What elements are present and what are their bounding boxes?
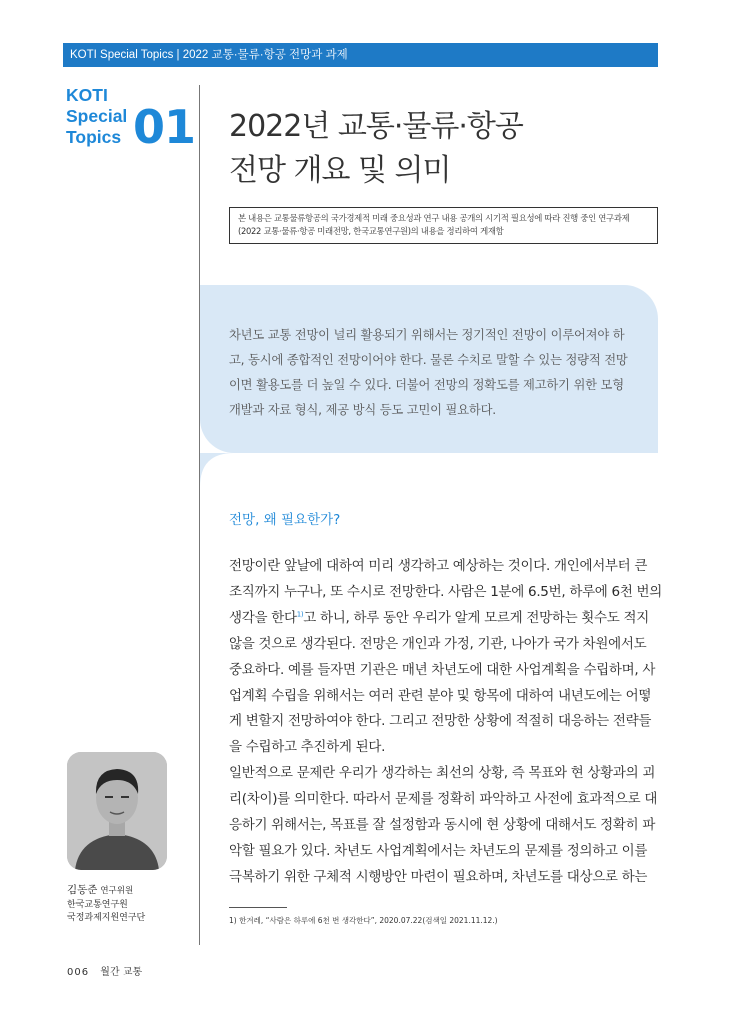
body-line-part: 고 하니, 하루 동안 우리가 알게 모르게 전망하는 횟수도 적지: [303, 609, 649, 626]
footnote: 1) 한겨레, “사람은 하루에 6천 번 생각한다”, 2020.07.22(검색일 2021.11.12.): [229, 916, 498, 925]
author-position: 연구위원: [100, 886, 134, 896]
body-line: 응하기 위해서는, 목표를 잘 설정함과 동시에 현 상황에 대해서도 정확히 파: [229, 817, 656, 834]
page-number: 006: [67, 967, 90, 978]
author-portrait-icon: [67, 752, 167, 870]
header-bar: KOTI Special Topics | 2022 교통·물류·항공 전망과 과제: [63, 43, 658, 67]
series-line: KOTI: [66, 85, 108, 105]
body-line: 전망이란 앞날에 대하여 미리 생각하고 예상하는 것이다. 개인에서부터 큰: [229, 558, 648, 574]
column-divider: [199, 85, 200, 945]
body-line: 않을 것으로 생각된다. 전망은 개인과 가정, 기관, 나아가 국가 차원에서도: [229, 635, 647, 652]
body-line: 일반적으로 문제란 우리가 생각하는 최선의 상황, 즉 목표와 현 상황과의 괴: [229, 765, 656, 782]
author-dept: 국정과제지원연구단: [67, 913, 146, 923]
author-org: 한국교통연구원: [67, 899, 128, 910]
body-line: 악할 필요가 있다. 차년도 사업계획에서는 차년도의 문제를 정의하고 이를: [229, 842, 648, 859]
note-line: 본 내용은 교통물류항공의 국가경제적 미래 중요성과 연구 내용 공개의 시기적 필요성에 따라 진행 중인 연구과제: [238, 213, 630, 223]
section-heading: 전망, 왜 필요한가?: [229, 512, 341, 528]
summary-line: 이면 활용도를 더 높일 수 있다. 더불어 전망의 정확도를 제고하기 위한 모형: [229, 378, 624, 392]
summary-text: [229, 323, 659, 423]
body-line: 조직까지 누구나, 또 수시로 전망한다. 사람은 1분에 6.5번, 하루에 6천 번의: [229, 583, 663, 600]
body-line: 리(차이)를 의미한다. 따라서 문제를 정확히 파악하고 사전에 효과적으로 대: [229, 791, 658, 808]
page-footer: [67, 963, 142, 978]
article-number: 01: [133, 100, 196, 154]
article-title: [229, 105, 659, 193]
magazine-name: 월간 교통: [100, 967, 143, 978]
series-logo: [66, 85, 127, 148]
series-line: Topics: [66, 127, 122, 147]
body-line: 을 수립하고 추진하게 된다.: [229, 739, 386, 756]
title-line: 2022년 교통·물류·항공: [229, 109, 523, 144]
author-name: 김동준: [67, 884, 98, 896]
body-line: [229, 606, 659, 632]
summary-line: 개발과 자료 형식, 제공 방식 등도 고민이 필요하다.: [229, 403, 496, 417]
summary-line: 차년도 교통 전망이 널리 활용되기 위해서는 정기적인 전망이 이루어져야 하: [229, 328, 625, 342]
summary-line: 고, 동시에 종합적인 전망이어야 한다. 물론 수치로 말할 수 있는 정량적 전망: [229, 353, 628, 367]
body-line-part: 생각을 한다: [229, 609, 297, 626]
author-photo: [67, 752, 167, 870]
body-text: [229, 554, 663, 891]
editor-note: [229, 207, 658, 244]
footnote-divider: [229, 907, 287, 908]
footnote-ref[interactable]: 1): [296, 610, 304, 619]
author-info: [67, 884, 145, 926]
series-line: Special: [66, 106, 128, 126]
summary-corner-shape: [200, 453, 240, 493]
title-line: 전망 개요 및 의미: [229, 153, 451, 188]
body-line: 극복하기 위한 구체적 시행방안 마련이 필요하며, 차년도를 대상으로 하는: [229, 868, 648, 885]
body-line: 게 변할지 전망하여야 한다. 그리고 전망한 상황에 적절히 대응하는 전략들: [229, 713, 652, 730]
body-line: 업계획 수립을 위해서는 여러 관련 분야 및 항목에 대하여 내년도에는 어떻: [229, 687, 652, 704]
body-line: 중요하다. 예를 들자면 기관은 매년 차년도에 대한 사업계획을 수립하며, 사: [229, 661, 656, 678]
note-line: (2022 교통·물류·항공 미래전망, 한국교통연구원)의 내용을 정리하여 게재함: [238, 226, 504, 236]
